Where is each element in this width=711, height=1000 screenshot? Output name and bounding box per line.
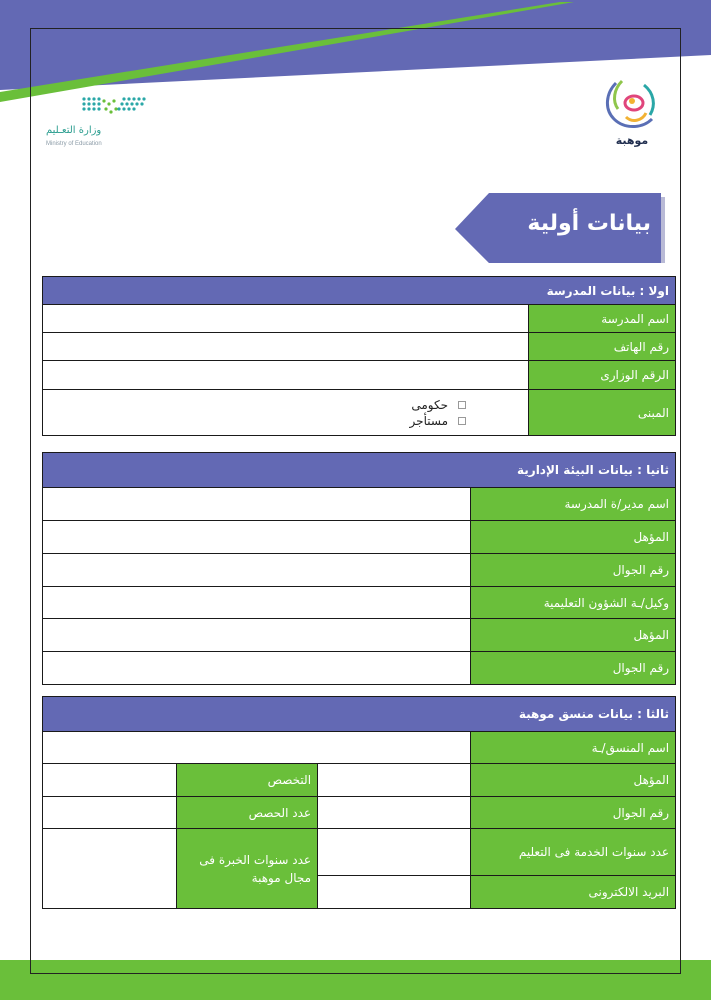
coordinator-qualification-label: المؤهل	[471, 764, 676, 797]
moe-dots-icon	[44, 95, 154, 123]
mawhiba-logo-text: موهبة	[615, 134, 649, 147]
moe-logo-text-en: Ministry of Education	[46, 141, 102, 147]
deputy-mobile-field[interactable]	[43, 652, 471, 685]
section2-title: ثانيا : بيانات البيئة الإدارية	[43, 453, 676, 488]
service-years-label: عدد سنوات الخدمة فى التعليم	[471, 829, 676, 876]
moe-logo-text-ar: وزارة التعـليم	[46, 125, 102, 136]
deputy-field[interactable]	[43, 587, 471, 619]
section1-title: اولا : بيانات المدرسة	[43, 277, 676, 305]
deputy-qualification-label: المؤهل	[471, 619, 676, 652]
principal-mobile-field[interactable]	[43, 554, 471, 587]
checkbox-icon[interactable]	[458, 417, 466, 425]
coordinator-name-field[interactable]	[43, 732, 471, 764]
admin-data-table	[42, 452, 676, 685]
coordinator-mobile-label: رقم الجوال	[471, 797, 676, 829]
title-banner	[455, 193, 665, 263]
email-label: البريد الالكترونى	[471, 876, 676, 909]
experience-years-field[interactable]	[43, 829, 177, 909]
specialization-field[interactable]	[43, 764, 177, 797]
coordinator-data-table	[42, 696, 676, 909]
coordinator-name-label: اسم المنسق/ـة	[471, 732, 676, 764]
deputy-label: وكيل/ـة الشؤون التعليمية	[471, 587, 676, 619]
mawhiba-emblem-icon	[602, 75, 662, 133]
school-data-table	[42, 276, 676, 436]
principal-qualification-label: المؤهل	[471, 521, 676, 554]
ministry-number-label: الرقم الوزارى	[529, 361, 676, 390]
principal-label: اسم مدير/ة المدرسة	[471, 488, 676, 521]
principal-field[interactable]	[43, 488, 471, 521]
building-option-government[interactable]	[49, 397, 522, 413]
building-option-government-label: حكومى	[411, 397, 448, 412]
building-option-rented[interactable]	[49, 413, 522, 429]
phone-label: رقم الهاتف	[529, 333, 676, 361]
building-option-rented-label: مستأجر	[409, 413, 448, 428]
school-name-label: اسم المدرسة	[529, 305, 676, 333]
building-label: المبنى	[529, 390, 676, 436]
deputy-mobile-label: رقم الجوال	[471, 652, 676, 685]
school-name-field[interactable]	[43, 305, 529, 333]
ministry-number-field[interactable]	[43, 361, 529, 390]
deputy-qualification-field[interactable]	[43, 619, 471, 652]
principal-qualification-field[interactable]	[43, 521, 471, 554]
principal-mobile-label: رقم الجوال	[471, 554, 676, 587]
ministry-of-education-logo	[44, 95, 154, 155]
coordinator-mobile-field[interactable]	[318, 797, 471, 829]
email-field[interactable]	[318, 876, 471, 909]
building-options	[43, 390, 529, 436]
experience-years-label: عدد سنوات الخبرة فى مجال موهبة	[177, 829, 318, 909]
page-title: بيانات أولية	[527, 211, 651, 236]
mawhiba-logo	[602, 75, 662, 155]
service-years-field[interactable]	[318, 829, 471, 876]
phone-field[interactable]	[43, 333, 529, 361]
section3-title: ثالثا : بيانات منسق موهبة	[43, 697, 676, 732]
lessons-label: عدد الحصص	[177, 797, 318, 829]
coordinator-qualification-field[interactable]	[318, 764, 471, 797]
specialization-label: التخصص	[177, 764, 318, 797]
lessons-field[interactable]	[43, 797, 177, 829]
checkbox-icon[interactable]	[458, 401, 466, 409]
